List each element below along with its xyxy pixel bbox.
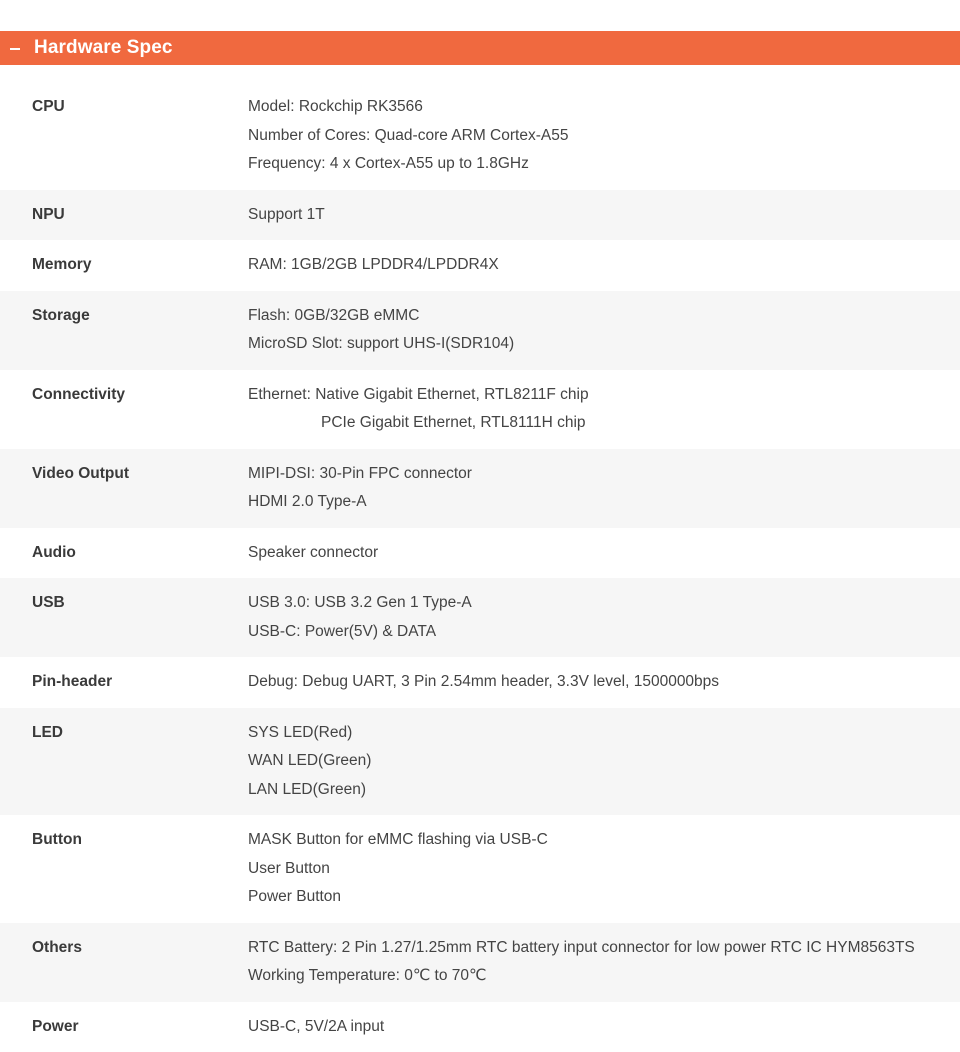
spec-value: USB-C, 5V/2A input: [248, 1013, 960, 1042]
spec-values: [248, 539, 960, 568]
spec-values: [248, 1013, 960, 1042]
spec-value: Number of Cores: Quad-core ARM Cortex-A55: [248, 122, 960, 151]
spec-values: [248, 668, 960, 697]
spec-value: Power Button: [248, 883, 960, 912]
spec-value: RTC Battery: 2 Pin 1.27/1.25mm RTC battery input connector for low power RTC IC HYM8563TS: [248, 934, 960, 963]
spec-label: Power: [0, 1013, 248, 1042]
spec-value: HDMI 2.0 Type-A: [248, 488, 960, 517]
spec-label: CPU: [0, 93, 248, 179]
spec-value: MIPI-DSI: 30-Pin FPC connector: [248, 460, 960, 489]
spec-value: Debug: Debug UART, 3 Pin 2.54mm header, 3.3V level, 1500000bps: [248, 668, 960, 697]
spec-values: [248, 93, 960, 179]
spec-values: [248, 201, 960, 230]
spec-row-npu: [0, 190, 960, 241]
spec-values: [248, 460, 960, 517]
spec-values: [248, 934, 960, 991]
spec-value: SYS LED(Red): [248, 719, 960, 748]
spec-value: USB 3.0: USB 3.2 Gen 1 Type-A: [248, 589, 960, 618]
spec-row-led: [0, 708, 960, 816]
spec-value: RAM: 1GB/2GB LPDDR4/LPDDR4X: [248, 251, 960, 280]
section-title: Hardware Spec: [34, 37, 173, 59]
spec-label: Memory: [0, 251, 248, 280]
spec-value: MASK Button for eMMC flashing via USB-C: [248, 826, 960, 855]
spec-row-button: [0, 815, 960, 923]
spec-label: Storage: [0, 302, 248, 359]
spec-label: NPU: [0, 201, 248, 230]
spec-table: [0, 82, 960, 1052]
spec-value: Frequency: 4 x Cortex-A55 up to 1.8GHz: [248, 150, 960, 179]
spec-values: [248, 826, 960, 912]
spec-row-audio: [0, 528, 960, 579]
spec-values: [248, 719, 960, 805]
spec-value: WAN LED(Green): [248, 747, 960, 776]
spec-label: Button: [0, 826, 248, 912]
spec-label: USB: [0, 589, 248, 646]
spec-label: Others: [0, 934, 248, 991]
spec-value: MicroSD Slot: support UHS-I(SDR104): [248, 330, 960, 359]
spec-row-usb: [0, 578, 960, 657]
spec-row-pin-header: [0, 657, 960, 708]
spec-value: LAN LED(Green): [248, 776, 960, 805]
spec-row-others: [0, 923, 960, 1002]
spec-label: Video Output: [0, 460, 248, 517]
spec-row-power: [0, 1002, 960, 1052]
spec-label: Pin-header: [0, 668, 248, 697]
spec-label: Connectivity: [0, 381, 248, 438]
spec-values: [248, 589, 960, 646]
spec-value: Model: Rockchip RK3566: [248, 93, 960, 122]
spec-value: Speaker connector: [248, 539, 960, 568]
spec-value: Ethernet: Native Gigabit Ethernet, RTL8211F chip: [248, 381, 960, 410]
spec-value: PCIe Gigabit Ethernet, RTL8111H chip: [248, 409, 960, 438]
spec-row-storage: [0, 291, 960, 370]
spec-values: [248, 251, 960, 280]
spec-value: User Button: [248, 855, 960, 884]
spec-row-video-output: [0, 449, 960, 528]
spec-value: Flash: 0GB/32GB eMMC: [248, 302, 960, 331]
spec-row-connectivity: [0, 370, 960, 449]
section-header-hardware-spec[interactable]: [0, 31, 960, 65]
spec-row-cpu: [0, 82, 960, 190]
minus-icon[interactable]: [10, 48, 20, 50]
spec-values: [248, 381, 960, 438]
spec-row-memory: [0, 240, 960, 291]
spec-label: Audio: [0, 539, 248, 568]
spec-value: Working Temperature: 0℃ to 70℃: [248, 962, 960, 991]
spec-values: [248, 302, 960, 359]
spec-value: USB-C: Power(5V) & DATA: [248, 618, 960, 647]
spec-label: LED: [0, 719, 248, 805]
spec-value: Support 1T: [248, 201, 960, 230]
